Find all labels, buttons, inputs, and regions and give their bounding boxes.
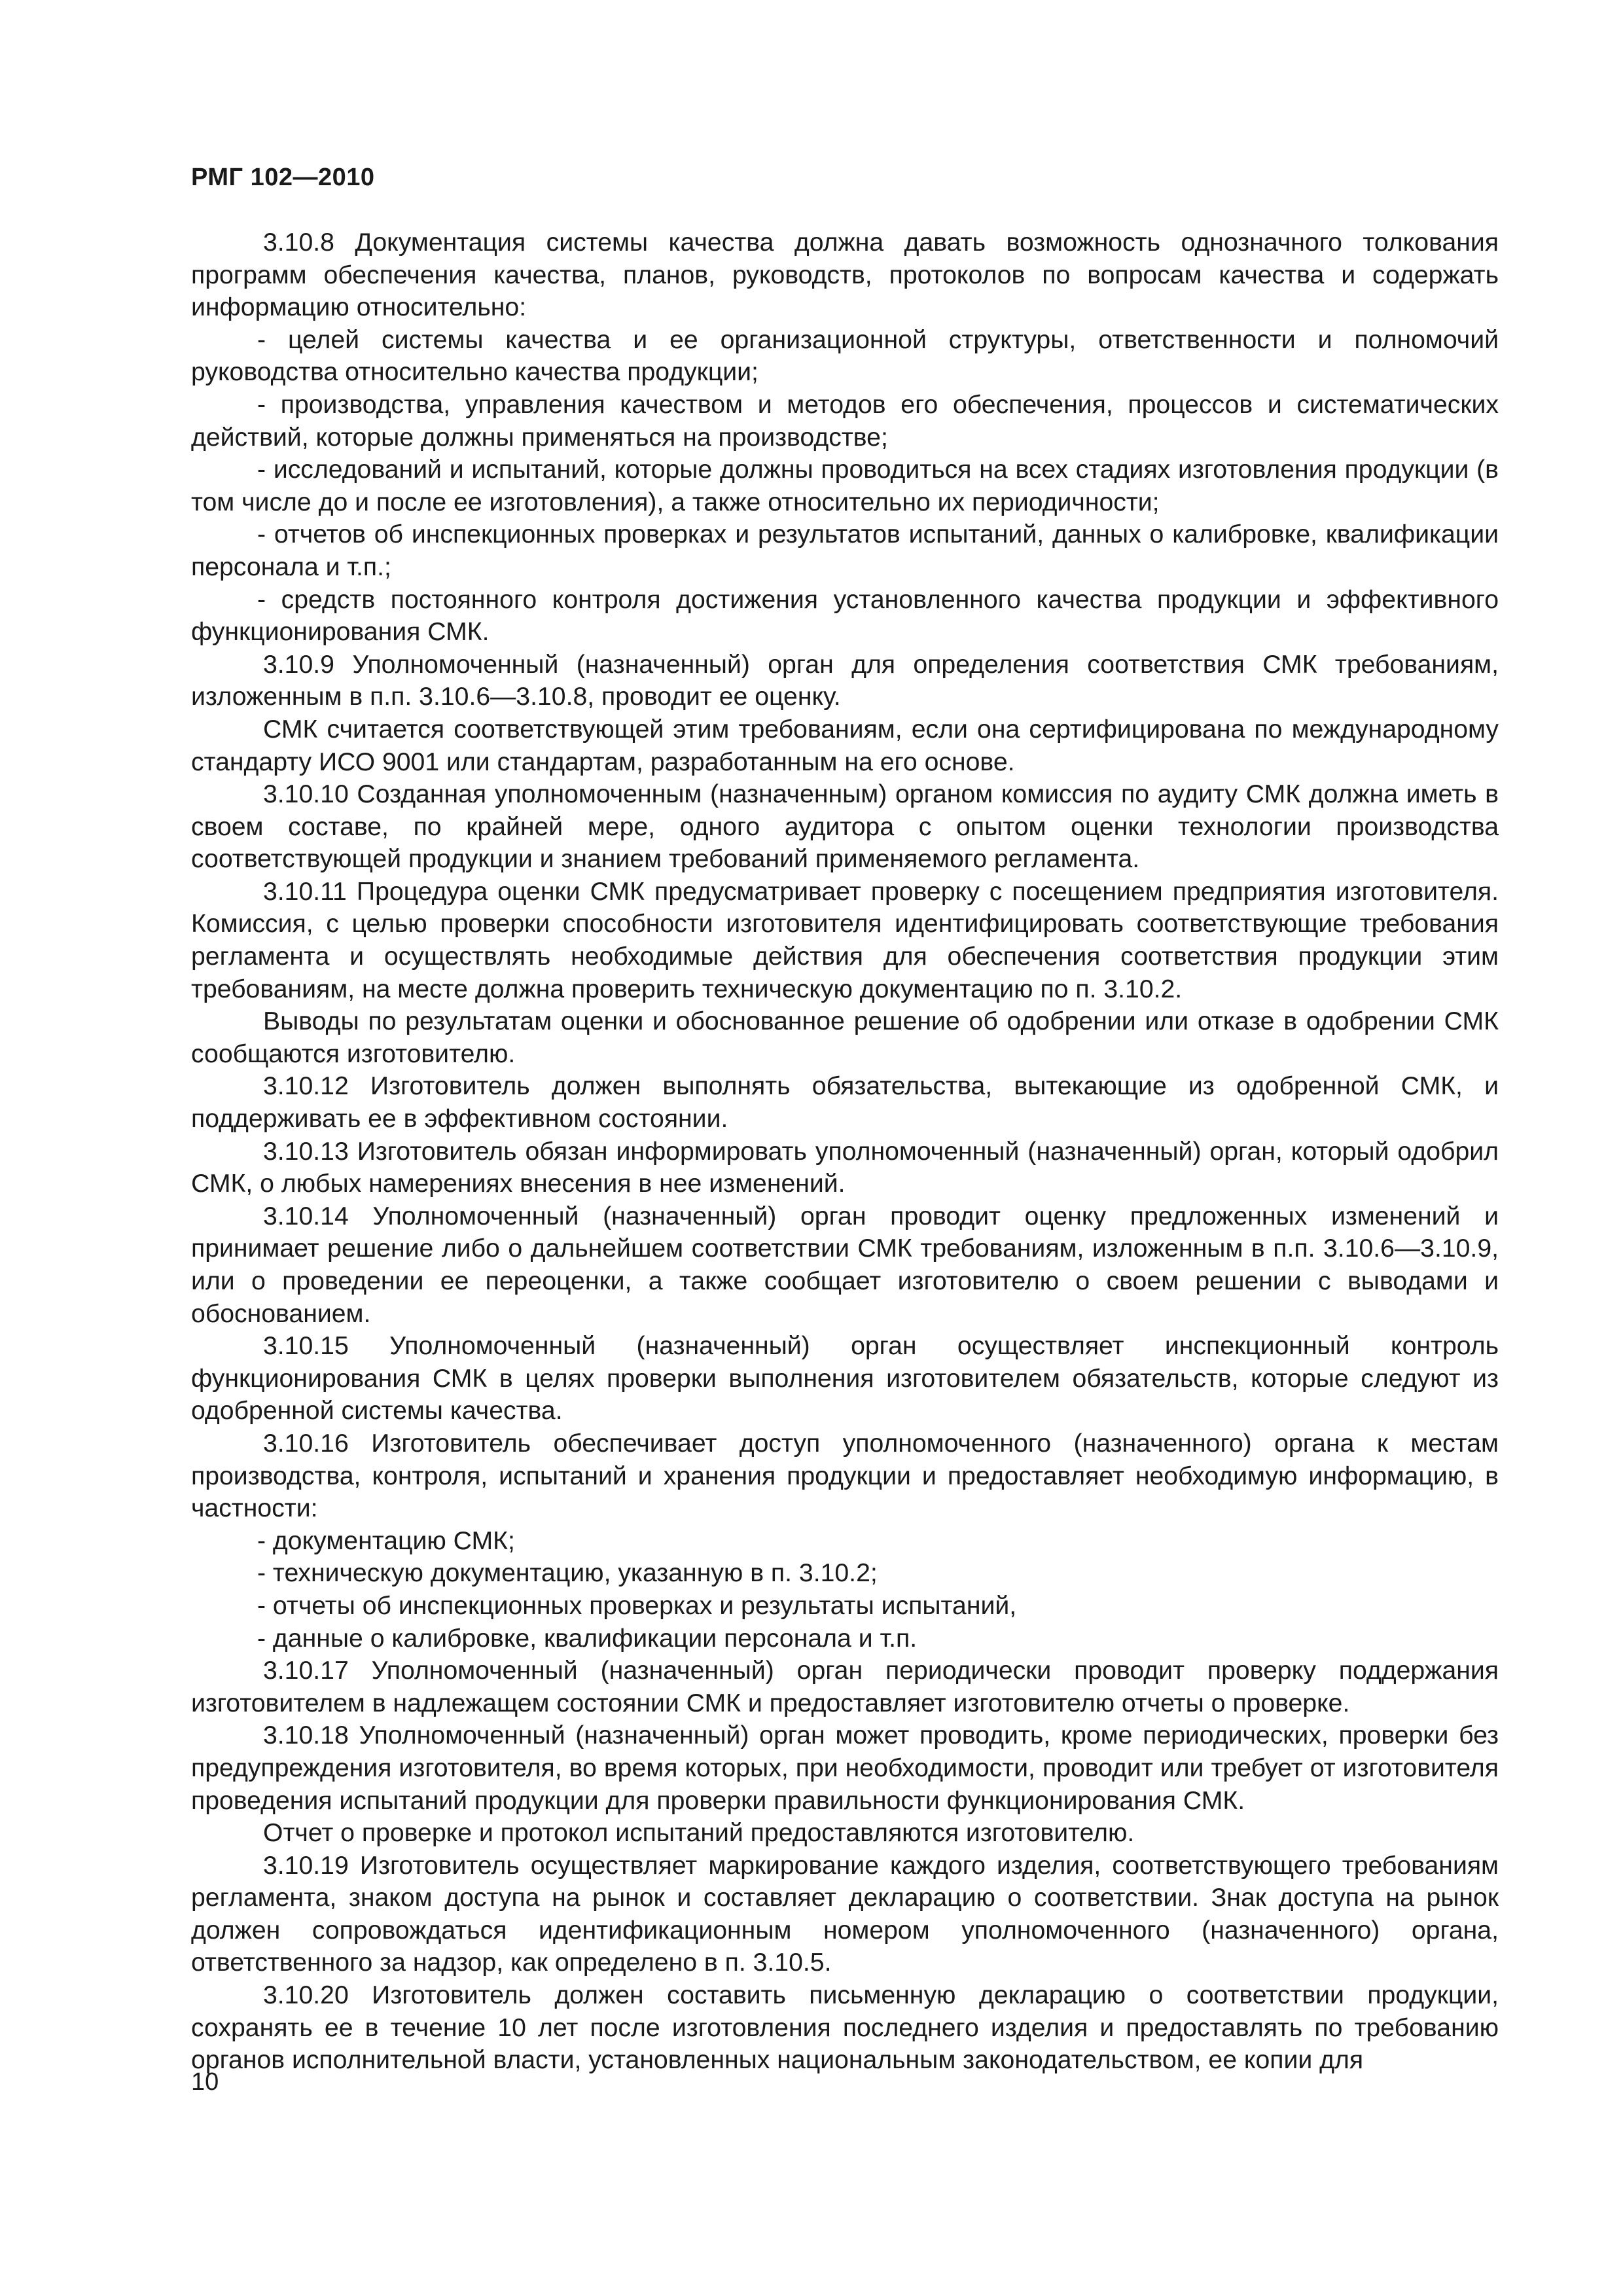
paragraph: СМК считается соответствующей этим требованиям, если она сертифицирована по международному стандарту ИСО 9001 или стандартам, разработанным на его основе. bbox=[191, 715, 1499, 776]
list-item: - целей системы качества и ее организационной структуры, ответственности и полномочий руководства относительно качества продукции; bbox=[191, 325, 1499, 387]
paragraph-3-10-12: 3.10.12 Изготовитель должен выполнять обязательства, вытекающие из одобренной СМК, и поддерживать ее в эффективном состоянии. bbox=[191, 1072, 1499, 1134]
paragraph-3-10-13: 3.10.13 Изготовитель обязан информировать уполномоченный (назначенный) орган, который одобрил СМК, о любых намерениях внесения в нее изменений. bbox=[191, 1137, 1499, 1198]
paragraph-3-10-19: 3.10.19 Изготовитель осуществляет маркирование каждого изделия, соответствующего требованиям регламента, знаком доступа на рынок и составляет декларацию о соответствии. Знак доступа на рынок должен сопровождаться идентификационным номером уполномоченного (назначенного) органа, ответственного за надзор, как определено в п. 3.10.5. bbox=[191, 1851, 1499, 1977]
paragraph-3-10-18: 3.10.18 Уполномоченный (назначенный) орган может проводить, кроме периодических, проверки без предупреждения изготовителя, во время которых, при необходимости, проводит или требует от изготовителя проведения испытаний продукции для проверки правильности функционирования СМК. bbox=[191, 1721, 1499, 1815]
document-body bbox=[191, 226, 1499, 2077]
paragraph-3-10-16: 3.10.16 Изготовитель обеспечивает доступ уполномоченного (назначенного) органа к местам производства, контроля, испытаний и хранения продукции и предоставляет необходимую информацию, в частности: bbox=[191, 1429, 1499, 1523]
paragraph-3-10-17: 3.10.17 Уполномоченный (назначенный) орган периодически проводит проверку поддержания изготовителем в надлежащем состоянии СМК и предоставляет изготовителю отчеты о проверке. bbox=[191, 1657, 1499, 1717]
document-code-header: РМГ 102—2010 bbox=[191, 164, 375, 191]
paragraph-3-10-15: 3.10.15 Уполномоченный (назначенный) орган осуществляет инспекционный контроль функционирования СМК в целях проверки выполнения изготовителем обязательств, которые следуют из одобренной системы качества. bbox=[191, 1332, 1499, 1426]
paragraph-3-10-20: 3.10.20 Изготовитель должен составить письменную декларацию о соответствии продукции, сохранять ее в течение 10 лет после изготовления последнего изделия и предоставлять по требованию органов исполнительной власти, установленных национальным законодательством, ее копии для bbox=[191, 1981, 1499, 2075]
paragraph: Отчет о проверке и протокол испытаний предоставляются изготовителю. bbox=[263, 1819, 1135, 1848]
paragraph-3-10-9: 3.10.9 Уполномоченный (назначенный) орган для определения соответствия СМК требованиям, изложенным в п.п. 3.10.6—3.10.8, проводит ее оценку. bbox=[191, 650, 1499, 711]
page-number: 10 bbox=[191, 2068, 219, 2096]
paragraph-3-10-11: 3.10.11 Процедура оценки СМК предусматривает проверку с посещением предприятия изготовителя. Комиссия, с целью проверки способности изготовителя идентифицировать соответствующие требования регламента и осуществлять необходимые действия для обеспечения соответствия продукции этим требованиям, на месте должна проверить техническую документацию по п. 3.10.2. bbox=[191, 877, 1499, 1003]
paragraph-3-10-10: 3.10.10 Созданная уполномоченным (назначенным) органом комиссия по аудиту СМК должна иметь в своем составе, по крайней мере, одного аудитора с опытом оценки технологии производства соответствующей продукции и знанием требований применяемого регламента. bbox=[191, 780, 1499, 874]
list-item: - исследований и испытаний, которые должны проводиться на всех стадиях изготовления продукции (в том числе до и после ее изготовления), а также относительно их периодичности; bbox=[191, 456, 1499, 516]
list-item: - отчеты об инспекционных проверках и результаты испытаний, bbox=[257, 1591, 1017, 1620]
list-item: - данные о калибровке, квалификации персонала и т.п. bbox=[257, 1624, 918, 1653]
list-item: - средств постоянного контроля достижения установленного качества продукции и эффективного функционирования СМК. bbox=[191, 585, 1499, 647]
list-item: - отчетов об инспекционных проверках и результатов испытаний, данных о калибровке, квалификации персонала и т.п.; bbox=[191, 520, 1499, 581]
list-item: - документацию СМК; bbox=[257, 1526, 515, 1555]
list-item: - производства, управления качеством и методов его обеспечения, процессов и систематических действий, которые должны применяться на производстве; bbox=[191, 390, 1499, 452]
paragraph: Выводы по результатам оценки и обоснованное решение об одобрении или отказе в одобрении СМК сообщаются изготовителю. bbox=[191, 1007, 1499, 1068]
list-item: - техническую документацию, указанную в п. 3.10.2; bbox=[257, 1559, 878, 1588]
paragraph-3-10-14: 3.10.14 Уполномоченный (назначенный) орган проводит оценку предложенных изменений и принимает решение либо о дальнейшем соответствии СМК требованиям, изложенным в п.п. 3.10.6—3.10.9, или о проведении ее переоценки, а также сообщает изготовителю о своем решении с выводами и обоснованием. bbox=[191, 1202, 1499, 1328]
paragraph-3-10-8: 3.10.8 Документация системы качества должна давать возможность однозначного толкования программ обеспечения качества, планов, руководств, протоколов по вопросам качества и содержать информацию относительно: bbox=[191, 228, 1499, 322]
